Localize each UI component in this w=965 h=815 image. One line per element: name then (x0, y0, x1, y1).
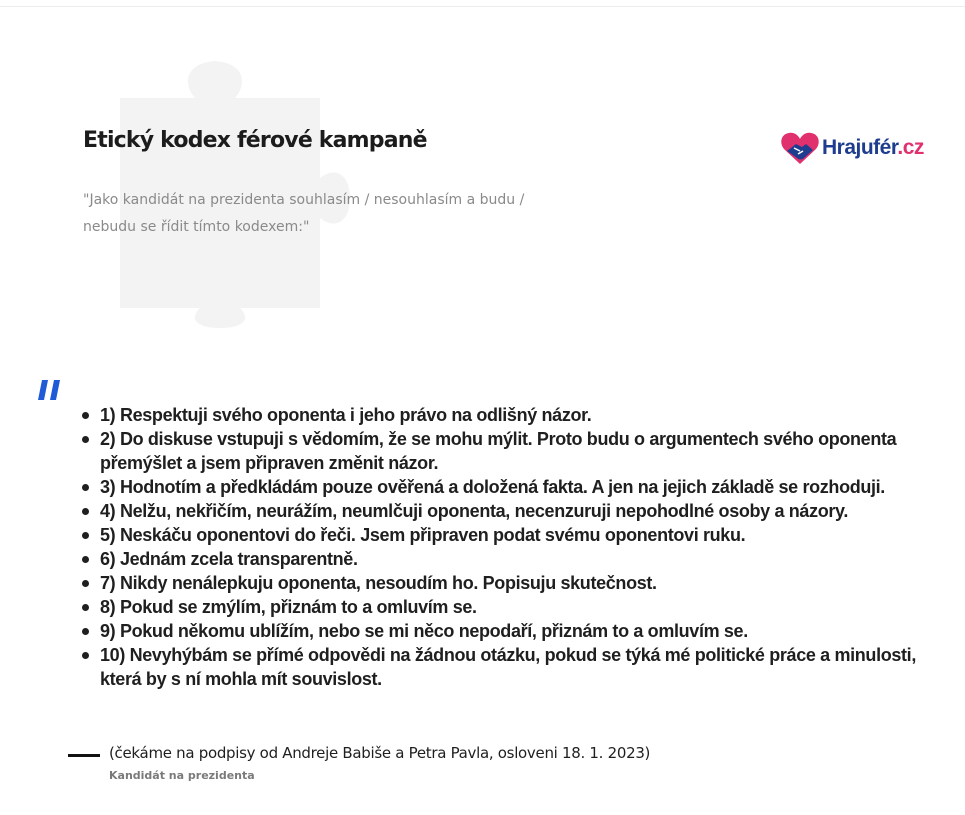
code-item: 8) Pokud se zmýlím, přiznám to a omluvím se. (100, 595, 950, 619)
code-item: 9) Pokud někomu ublížím, nebo se mi něco nepodaří, přiznám to a omluvím se. (100, 619, 950, 643)
code-item: 1) Respektuji svého oponenta i jeho právo na odlišný názor. (100, 403, 950, 427)
page-subtitle: "Jako kandidát na prezidenta souhlasím / nesouhlasím a budu / nebudu se řídit tímto kodexem:" (83, 192, 525, 235)
hrajufer-logo[interactable] (780, 128, 924, 168)
quote-mark-icon (36, 372, 66, 402)
top-divider (0, 6, 965, 7)
code-item: 4) Nelžu, nekřičím, neurážím, neumlčuji oponenta, necenzuruji nepohodlné osoby a názory. (100, 499, 950, 523)
logo-text-main: Hrajufér (822, 136, 898, 159)
author-role: Kandidát na prezidenta (109, 769, 255, 782)
heart-handshake-icon (780, 130, 820, 166)
code-item: 3) Hodnotím a předkládám pouze ověřená a doložená fakta. A jen na jejich základě se rozhoduji. (100, 475, 950, 499)
code-item: 5) Neskáču oponentovi do řeči. Jsem připraven podat svému oponentovi ruku. (100, 523, 950, 547)
code-of-ethics-list (100, 403, 950, 691)
author-dash (68, 754, 100, 757)
code-item: 10) Nevyhýbám se přímé odpovědi na žádnou otázku, pokud se týká mé politické práce a minulosti, která by s ní mohla mít souvislost. (100, 643, 950, 691)
code-item: 7) Nikdy nenálepkuju oponenta, nesoudím ho. Popisuju skutečnost. (100, 571, 950, 595)
page-title: Etický kodex férové kampaně (83, 128, 427, 153)
logo-text (822, 136, 924, 160)
author-name: (čekáme na podpisy od Andreje Babiše a Petra Pavla, osloveni 18. 1. 2023) (109, 744, 651, 762)
logo-text-suffix: .cz (897, 136, 924, 159)
code-item: 2) Do diskuse vstupuji s vědomím, že se mohu mýlit. Proto budu o argumentech svého oponenta přemýšlet a jsem připraven změnit názor. (100, 427, 950, 475)
code-item: 6) Jednám zcela transparentně. (100, 547, 950, 571)
